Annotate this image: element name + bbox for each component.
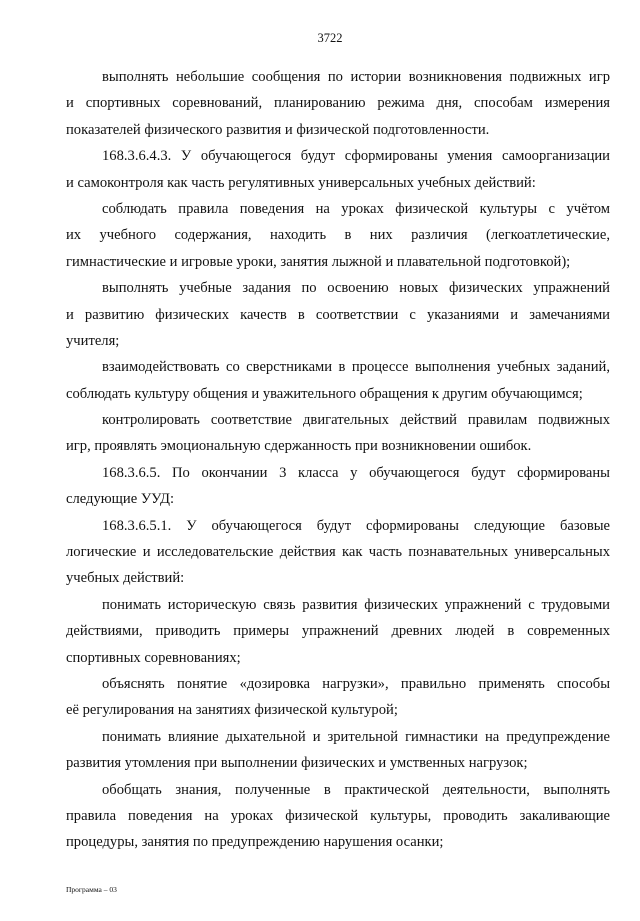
text-line: и спортивных соревнований, планированию режима дня, способам измерения [66,95,610,112]
text-line: правила поведения на уроках физической культуры, проводить закаливающие [66,807,610,824]
footer-label: Программа – 03 [66,885,117,894]
text-line: учителя; [66,332,120,349]
text-line: взаимодействовать со сверстниками в процессе выполнения учебных заданий, [102,359,610,376]
text-line: спортивных соревнованиях; [66,649,241,666]
page-number: 3722 [317,31,343,45]
text-line: действиями, приводить примеры упражнений древних людей в современных [66,623,610,640]
text-line: соблюдать культуру общения и уважительного обращения к другим обучающимся; [66,385,583,402]
text-line: выполнять учебные задания по освоению новых физических упражнений [102,280,610,297]
text-line: процедуры, занятия по предупреждению нарушения осанки; [66,834,444,851]
text-line: показателей физического развития и физической подготовленности. [66,121,490,138]
text-line: выполнять небольшие сообщения по истории возникновения подвижных игр [102,69,610,85]
text-line: понимать историческую связь развития физических упражнений с трудовыми [102,596,610,613]
text-line: соблюдать правила поведения на уроках физической культуры с учётом [102,200,610,217]
text-line: логические и исследовательские действия как часть познавательных универсальных [66,544,610,561]
text-line: объяснять понятие «дозировка нагрузки», правильно применять способы [102,675,610,692]
text-line: понимать влияние дыхательной и зрительной гимнастики на предупреждение [102,728,610,745]
text-line: их учебного содержания, находить в них различия (легкоатлетические, [66,227,610,244]
text-line: следующие УУД: [66,491,175,508]
text-line: учебных действий: [66,570,185,587]
text-line: обобщать знания, полученные в практической деятельности, выполнять [102,781,610,798]
body-text [66,64,610,856]
text-line: развития утомления при выполнении физических и умственных нагрузок; [66,755,528,772]
text-line: её регулирования на занятиях физической культурой; [66,702,398,719]
text-line: 168.3.6.4.3. У обучающегося будут сформированы умения самоорганизации [102,148,610,165]
text-line: игр, проявлять эмоциональную сдержанность при возникновении ошибок. [66,438,532,455]
text-line: 168.3.6.5.1. У обучающегося будут сформированы следующие базовые [102,517,610,534]
text-line: контролировать соответствие двигательных действий правилам подвижных [102,412,610,429]
text-line: и самоконтроля как часть регулятивных универсальных учебных действий: [66,174,536,191]
text-line: гимнастические и игровые уроки, занятия лыжной и плавательной подготовкой); [66,253,571,270]
text-line: 168.3.6.5. По окончании 3 класса у обучающегося будут сформированы [102,464,610,481]
text-line: и развитию физических качеств в соответствии с указаниями и замечаниями [66,306,610,323]
